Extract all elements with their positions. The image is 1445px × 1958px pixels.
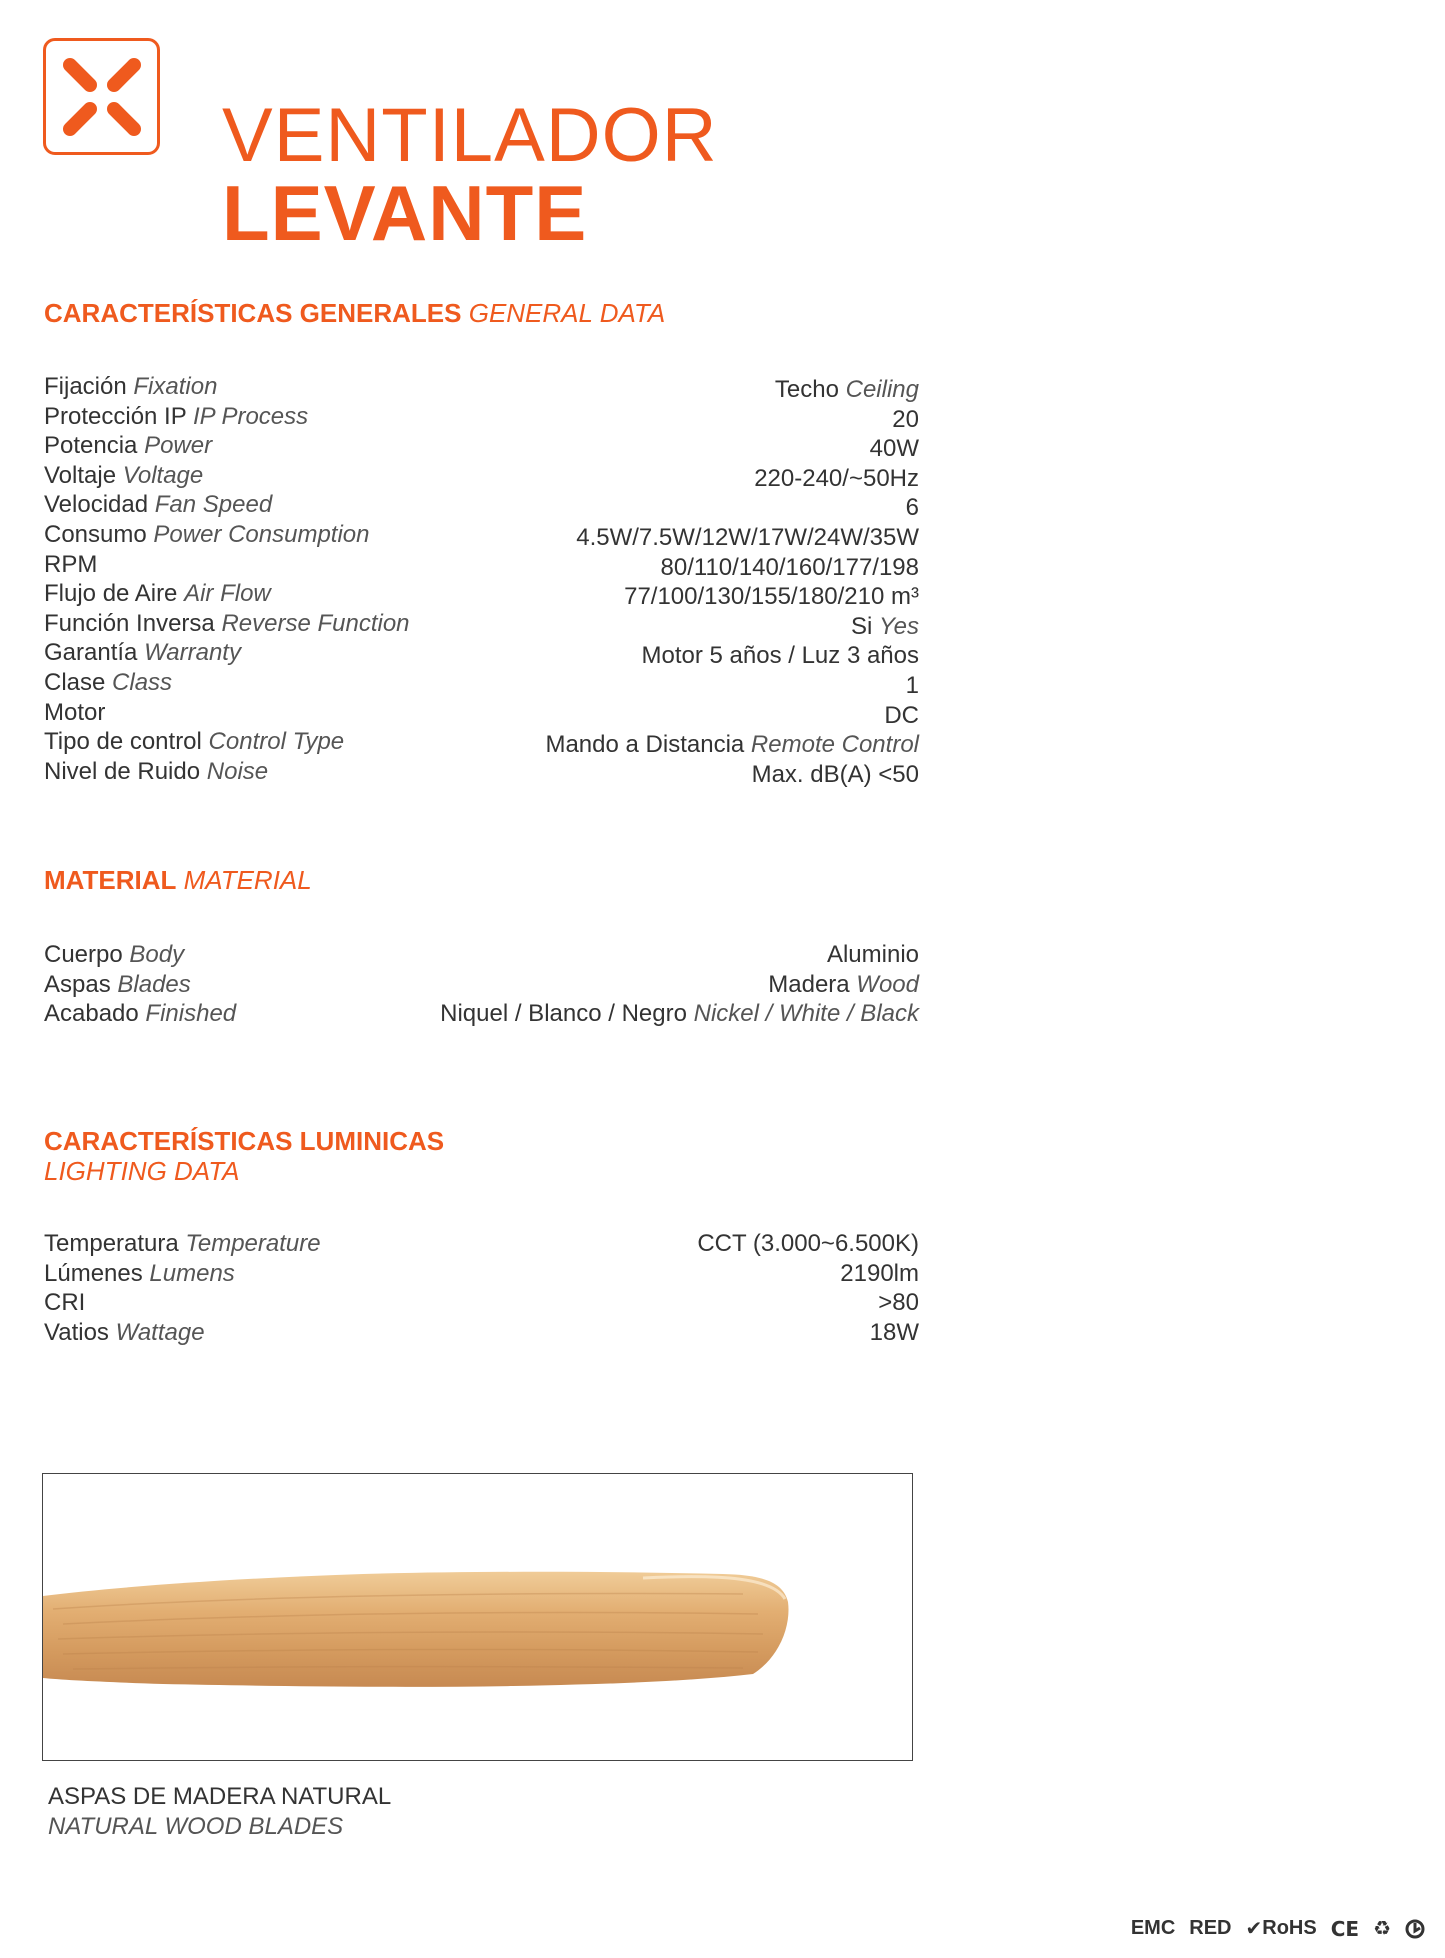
row-value-es: 4.5W/7.5W/12W/17W/24W/35W: [576, 523, 919, 551]
lighting-data-table: [44, 1229, 919, 1347]
general-data-table: [44, 372, 919, 786]
row-value-es: Techo: [774, 376, 839, 403]
row-value-es: 18W: [869, 1318, 919, 1346]
row-value: [545, 730, 919, 760]
row-value: [870, 434, 919, 464]
row-label: [44, 757, 268, 787]
table-row: [44, 698, 919, 728]
row-label-en: Blades: [117, 970, 191, 998]
row-label-en: Control Type: [208, 728, 345, 756]
table-row: [44, 940, 919, 970]
row-label-es: Flujo de Aire: [44, 580, 178, 608]
general-section-title: [44, 298, 665, 328]
row-value-es: Motor 5 años / Luz 3 años: [641, 642, 919, 670]
table-row: [44, 1229, 919, 1259]
row-value-en: Yes: [878, 612, 919, 640]
emc-mark: EMC: [1130, 1917, 1176, 1939]
table-row: [44, 1318, 919, 1348]
row-label-es: Tipo de control: [44, 728, 202, 756]
row-label-es: Cuerpo: [44, 941, 123, 968]
row-label-es: Garantía: [44, 639, 138, 667]
row-label-en: Class: [112, 668, 173, 696]
row-label: [44, 940, 184, 970]
row-label-es: Motor: [44, 698, 106, 726]
row-value: [906, 493, 919, 523]
row-label-es: Vatios: [44, 1318, 109, 1346]
row-label: [44, 520, 370, 550]
row-value-en: Wood: [856, 970, 919, 998]
row-label: [44, 431, 212, 461]
table-row: [44, 999, 919, 1029]
row-label-es: Lúmenes: [44, 1259, 143, 1287]
certification-marks: [1131, 1916, 1425, 1941]
row-label: [44, 550, 97, 580]
row-label-es: Nivel de Ruido: [44, 757, 201, 785]
row-value: [878, 1288, 919, 1318]
row-value: [827, 940, 919, 970]
row-label: [44, 1288, 85, 1318]
row-label-en: Voltage: [122, 461, 204, 489]
row-label: [44, 609, 410, 639]
row-label: [44, 999, 236, 1029]
row-value: [840, 1259, 919, 1289]
row-label: [44, 461, 203, 491]
row-value: [752, 760, 919, 790]
row-label-es: Función Inversa: [44, 609, 215, 637]
row-value: [892, 405, 919, 435]
row-label: [44, 638, 241, 668]
row-value-es: 6: [905, 494, 919, 522]
row-value: [906, 671, 919, 701]
row-value: [870, 1318, 919, 1348]
table-row: [44, 970, 919, 1000]
row-value-es: CCT (3.000~6.500K): [697, 1230, 919, 1257]
row-value: [576, 523, 919, 553]
table-row: [44, 461, 919, 491]
row-value-es: Max. dB(A) <50: [751, 760, 919, 788]
row-label: [44, 579, 271, 609]
row-value: [697, 1229, 919, 1259]
row-label-en: Fan Speed: [154, 491, 273, 519]
row-label-es: RPM: [44, 550, 98, 578]
blade-photo-frame: [42, 1473, 913, 1761]
row-value-es: >80: [878, 1289, 919, 1317]
row-value-es: 80/110/140/160/177/198: [660, 553, 919, 581]
row-label-en: Wattage: [115, 1318, 205, 1346]
row-value: [624, 582, 919, 612]
red-mark: RED: [1189, 1917, 1232, 1939]
row-label-en: Reverse Function: [221, 609, 410, 637]
row-label-en: Lumens: [149, 1259, 235, 1287]
table-row: [44, 668, 919, 698]
row-value-es: Mando a Distancia: [545, 731, 745, 759]
material-title-es: MATERIAL: [44, 865, 177, 895]
row-label-es: Fijación: [44, 373, 127, 400]
row-value-es: 77/100/130/155/180/210 m³: [624, 583, 919, 611]
photo-caption: [48, 1782, 391, 1842]
table-row: [44, 757, 919, 787]
row-value: [440, 999, 919, 1029]
recovery-icon: [1405, 1919, 1425, 1939]
row-value-es: Niquel / Blanco / Negro: [440, 1000, 687, 1028]
row-value: [884, 701, 919, 731]
caption-line-2: [48, 1812, 391, 1842]
table-row: [44, 490, 919, 520]
row-label-es: Clase: [44, 668, 106, 696]
lighting-section-title: [44, 1126, 444, 1186]
row-label: [44, 698, 105, 728]
row-label-es: Consumo: [44, 520, 147, 548]
table-row: [44, 520, 919, 550]
ce-mark: CE: [1330, 1916, 1360, 1941]
row-label: [44, 1229, 321, 1259]
rohs-label: RoHS: [1262, 1917, 1317, 1939]
caption-line-2-text: NATURAL WOOD BLADES: [48, 1813, 344, 1840]
row-label-en: IP Process: [192, 402, 309, 430]
table-row: [44, 1288, 919, 1318]
row-value-es: 20: [892, 405, 919, 433]
row-value: [661, 553, 919, 583]
row-label: [44, 727, 344, 757]
title-line-1: VENTILADOR: [222, 93, 718, 178]
x-logo-icon: [60, 55, 144, 139]
general-title-es: CARACTERÍSTICAS GENERALES: [44, 298, 462, 328]
row-value-es: 1: [905, 671, 919, 699]
product-title: [222, 93, 718, 257]
table-row: [44, 550, 919, 580]
table-row: [44, 638, 919, 668]
caption-line-1: ASPAS DE MADERA NATURAL: [48, 1783, 392, 1810]
row-label-es: CRI: [44, 1289, 86, 1317]
table-row: [44, 579, 919, 609]
row-label: [44, 372, 217, 402]
title-line-2: LEVANTE: [222, 169, 588, 257]
row-label-en: Temperature: [185, 1230, 321, 1257]
row-label-en: Body: [129, 941, 185, 968]
material-section-title: [44, 865, 312, 895]
row-value-es: 40W: [869, 435, 919, 463]
table-row: [44, 431, 919, 461]
row-value-en: Remote Control: [750, 731, 919, 759]
row-value-es: DC: [884, 701, 919, 729]
row-value-en: Nickel / White / Black: [693, 1000, 919, 1028]
table-row: [44, 727, 919, 757]
recycle-icon: ♻: [1373, 1918, 1391, 1940]
check-icon: ✔: [1245, 1918, 1263, 1940]
row-value: [851, 612, 919, 642]
table-row: [44, 402, 919, 432]
row-label-es: Potencia: [44, 432, 138, 460]
table-row: [44, 372, 919, 402]
lighting-title-es: CARACTERÍSTICAS LUMINICAS: [44, 1126, 445, 1156]
table-row: [44, 1259, 919, 1289]
table-row: [44, 609, 919, 639]
row-value-es: 2190lm: [840, 1259, 919, 1287]
row-value-es: 220-240/~50Hz: [754, 464, 919, 492]
row-value-es: Si: [850, 612, 873, 640]
row-label-en: Power: [144, 432, 213, 460]
row-label-es: Temperatura: [44, 1230, 179, 1257]
material-title-en: MATERIAL: [183, 865, 312, 895]
row-value-es: Aluminio: [826, 941, 919, 968]
row-label: [44, 402, 308, 432]
row-value-es: Madera: [768, 970, 850, 998]
lighting-title-en: LIGHTING DATA: [44, 1156, 240, 1186]
row-label-en: Finished: [145, 1000, 237, 1028]
row-label-es: Aspas: [44, 970, 111, 998]
wood-blade-image: [43, 1474, 913, 1761]
row-label-en: Noise: [206, 757, 269, 785]
row-label: [44, 668, 172, 698]
row-label: [44, 490, 272, 520]
brand-logo: [43, 38, 160, 155]
row-value: [642, 641, 920, 671]
row-value: [775, 375, 919, 405]
row-label-en: Power Consumption: [153, 520, 370, 548]
general-title-en: GENERAL DATA: [468, 298, 666, 328]
row-value: [768, 970, 919, 1000]
row-label-es: Voltaje: [44, 461, 117, 489]
row-label-es: Protección IP: [44, 402, 187, 430]
row-label: [44, 970, 191, 1000]
row-label-en: Fixation: [133, 373, 218, 400]
rohs-mark: [1246, 1916, 1317, 1941]
row-label: [44, 1318, 205, 1348]
row-label-en: Warranty: [144, 639, 241, 667]
row-value: [754, 464, 919, 494]
material-data-table: [44, 940, 919, 1029]
row-label-es: Acabado: [44, 1000, 139, 1028]
row-value-en: Ceiling: [845, 376, 919, 403]
row-label-en: Air Flow: [184, 580, 271, 608]
row-label-es: Velocidad: [44, 491, 149, 519]
row-label: [44, 1259, 235, 1289]
